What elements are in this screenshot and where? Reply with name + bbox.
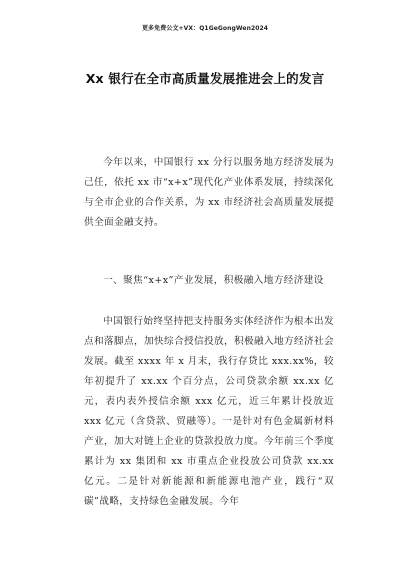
- header-note: 更多免费公文+VX：Q1GeGongWen2024: [141, 25, 269, 32]
- section-heading-text: 一、聚焦“x+x”产业发展，积极融入地方经济建设: [103, 275, 324, 286]
- paragraph-section-1: [84, 312, 334, 512]
- paragraph-text: 今年以来，中国银行 xx 分行以服务地方经济发展为己任，依托 xx 市“x+x”现代化产业体系发展，持续深化与全市企业的合作关系，为 xx 市经济社会高质量发展提供全面金融支持。: [84, 157, 334, 228]
- paragraph-text: 中国银行始终坚持把支持服务实体经济作为根本出发点和落脚点，加快综合授信投放，积极融入地方经济社会发展。截至 xxxx 年 x 月末，我行存贷比 xxx.xx%，较年初提升了 xx.xx 个百分点，公司贷款余额 xx.xx 亿元，表内表外授信余额 xxx 亿元，近三年累计投放近 xxx 亿元（含贷款、贸融等）。一是针对有色金属新材料产业，加大对链上企业的贷款投放力度。今年前三个季度累计为 xx 集团和 xx 市重点企业投放公司贷款 xx.xx 亿元。二是针对新能源和新能源电池产业，践行“双碳”战略，支持绿色金融发展。今年: [84, 316, 334, 507]
- document-title: Xx 银行在全市高质量发展推进会上的发言: [85, 71, 325, 86]
- paragraph-intro: [84, 153, 334, 233]
- section-heading-1: [84, 271, 334, 291]
